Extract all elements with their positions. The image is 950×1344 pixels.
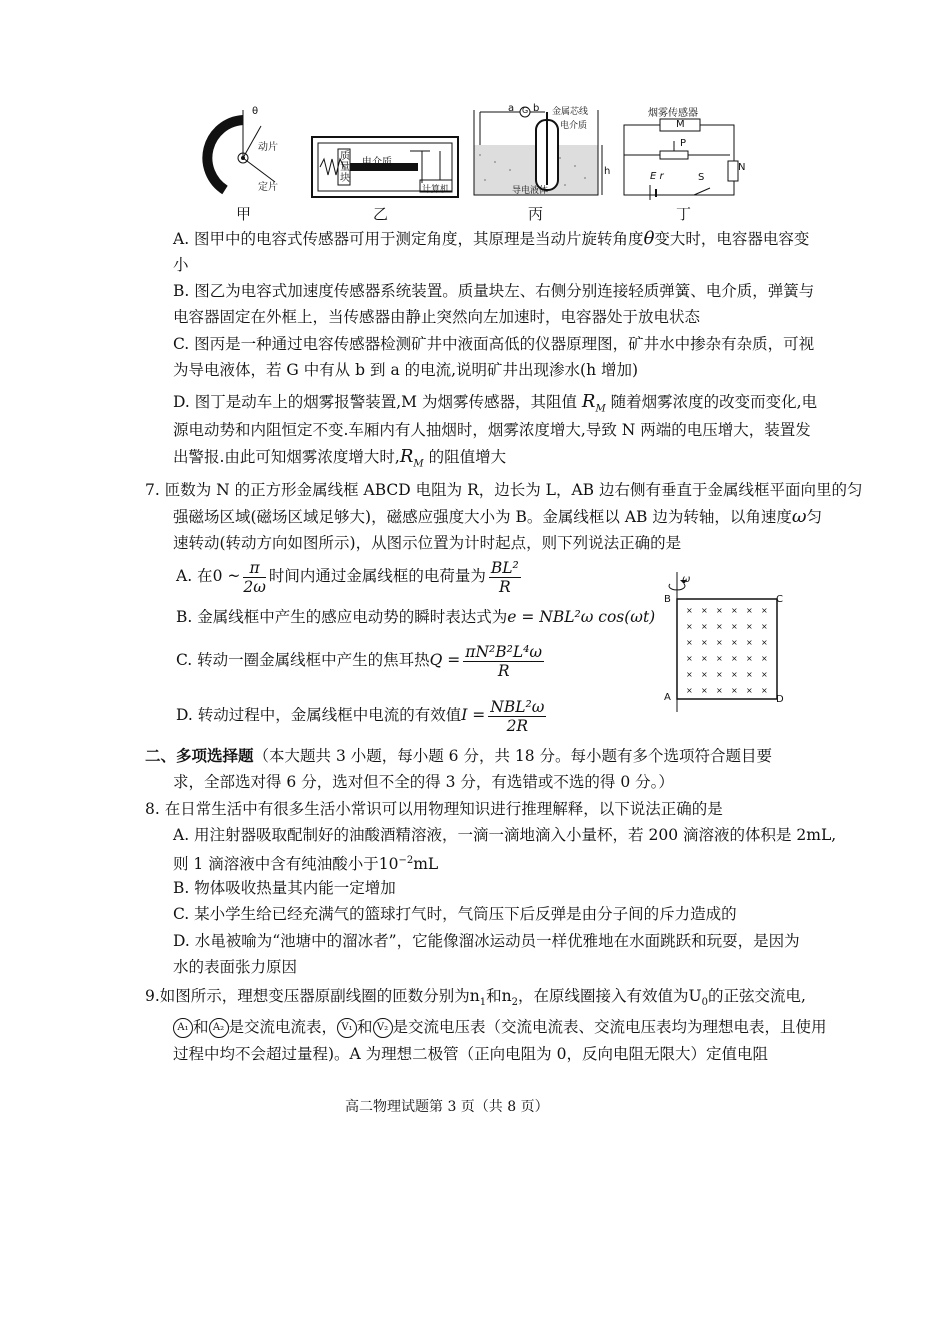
q7-figure-frame bbox=[660, 572, 790, 717]
q8-option-a: A. 用注射器吸取配制好的油酸酒精溶液，一滴一滴地滴入小量杯，若 200 滴溶液的体积是 2mL, bbox=[173, 826, 837, 844]
smoke-sensor-label: 烟雾传感器 bbox=[648, 108, 698, 119]
magnetic-field-mark: × bbox=[731, 670, 738, 679]
magnetic-field-mark: × bbox=[746, 654, 753, 663]
q9-stem-line1: 9.如图所示，理想变压器原副线圈的匝数分别为$n_1$和$n_2$，在原线圈接入有效值为$U_0$的正弦交流电, bbox=[145, 987, 806, 1009]
q7-option-d: D. 转动过程中，金属线框中电流的有效值I = $\frac{\text{NBL²ω}}{2R}$ bbox=[176, 697, 545, 735]
magnetic-field-mark: × bbox=[716, 686, 723, 695]
magnetic-field-mark: × bbox=[731, 638, 738, 647]
metal-core-label: 金属芯线 bbox=[552, 107, 589, 117]
magnetic-field-mark: × bbox=[716, 638, 723, 647]
q7-stem-line1: 7. 匝数为 N 的正方形金属线框 ABCD 电阻为 R，边长为 L，AB 边右侧有垂直于金属线框平面向里的匀 bbox=[145, 481, 863, 499]
magnetic-field-mark: × bbox=[731, 654, 738, 663]
q8-option-c: C. 某小学生给已经充满气的篮球打气时，气筒压下后反弹是由分子间的斥力造成的 bbox=[173, 905, 737, 923]
corner-c-label: C bbox=[776, 594, 783, 605]
q7-option-a: A. 在0 ~ $\frac{\pi}{2\omega}$ 时间内通过金属线框的电荷量为 $\frac{\text{BL²}}{R}$ bbox=[176, 558, 519, 596]
ammeter-a1-icon: A₁ bbox=[173, 1018, 193, 1038]
rheostat-p-label: P bbox=[680, 138, 687, 149]
emf-label: E r bbox=[650, 171, 664, 182]
q6-option-d-cont2: 出警报.由此可知烟雾浓度增大时$,R_M$ 的阻值增大 bbox=[173, 446, 507, 470]
conductive-liquid-label: 导电液体 bbox=[512, 186, 549, 196]
magnetic-field-mark: × bbox=[686, 686, 693, 695]
magnetic-field-mark: × bbox=[746, 638, 753, 647]
corner-b-label: B bbox=[664, 594, 671, 605]
ammeter-a2-icon: A₂ bbox=[209, 1018, 229, 1038]
mass-block-label: 质 量 块 bbox=[340, 151, 350, 184]
magnetic-field-mark: × bbox=[761, 654, 768, 663]
magnetic-field-mark: × bbox=[761, 670, 768, 679]
q8-stem: 8. 在日常生活中有很多生活小常识可以用物理知识进行推理解释，以下说法正确的是 bbox=[145, 800, 723, 818]
section2-heading: 二、多项选择题（本大题共 3 小题，每小题 6 分，共 18 分。每小题有多个选项符合题目要 bbox=[145, 747, 773, 765]
q7-stem-line3: 速转动(转动方向如图所示)，从图示位置为计时起点，则下列说法正确的是 bbox=[173, 534, 682, 552]
magnetic-field-mark: × bbox=[686, 606, 693, 615]
magnetic-field-mark: × bbox=[731, 606, 738, 615]
switch-s-label: S bbox=[698, 172, 705, 183]
q8-option-d: D. 水黾被喻为“池塘中的溜冰者”，它能像溜冰运动员一样优雅地在水面跳跃和玩耍，是因为 bbox=[173, 932, 800, 950]
q6-option-c: C. 图丙是一种通过电容传感器检测矿井中液面高低的仪器原理图，矿井水中掺杂有杂质，可视 bbox=[173, 335, 815, 353]
q8-option-a-cont: 则 1 滴溶液中含有纯油酸小于$10^{-2}mL$ bbox=[173, 855, 439, 874]
figure-bing-label: 丙 bbox=[528, 205, 544, 223]
magnetic-field-mark: × bbox=[716, 670, 723, 679]
magnetic-field-mark: × bbox=[716, 654, 723, 663]
figure-yi-label: 乙 bbox=[373, 205, 389, 223]
q7-option-b: B. 金属线框中产生的感应电动势的瞬时表达式为e = NBL²ω cos(ωt) bbox=[176, 608, 656, 626]
theta-label: θ bbox=[252, 106, 259, 117]
corner-a-label: A bbox=[664, 692, 671, 703]
magnetic-field-mark: × bbox=[701, 654, 708, 663]
magnetic-field-mark: × bbox=[731, 622, 738, 631]
bing-dielectric-label: 电介质 bbox=[560, 121, 588, 131]
magnetic-field-mark: × bbox=[731, 686, 738, 695]
magnetic-field-mark: × bbox=[686, 638, 693, 647]
dielectric-label: 电介质 bbox=[362, 157, 392, 168]
magnetic-field-mark: × bbox=[701, 606, 708, 615]
terminal-a-label: a bbox=[508, 103, 515, 114]
magnetic-field-mark: × bbox=[746, 670, 753, 679]
q9-stem-line2: A₁ 和 A₂ 是交流电流表， V₁ 和 V₂ 是交流电压表（交流电流表、交流电压表均为理想电表，且使用 bbox=[173, 1015, 827, 1039]
magnetic-field-mark: × bbox=[686, 622, 693, 631]
q7-option-c: C. 转动一圈金属线框中产生的焦耳热Q = $\frac{\text{πN²B²L⁴ω}}{R}$ bbox=[176, 642, 543, 680]
q6-option-a: A. 图甲中的电容式传感器可用于测定角度，其原理是当动片旋转角度θ变大时，电容器电容变 bbox=[173, 228, 810, 249]
magnetic-field-mark: × bbox=[686, 670, 693, 679]
computer-label: 计算机 bbox=[422, 185, 450, 195]
q6-option-c-cont: 为导电液体，若 G 中有从 b 到 a 的电流,说明矿井出现渗水(h 增加) bbox=[173, 361, 639, 379]
height-h-label: h bbox=[604, 166, 611, 177]
q6-option-d-cont: 源电动势和内阻恒定不变.车厢内有人抽烟时，烟雾浓度增大,导致 N 两端的电压增大，装置发 bbox=[173, 421, 811, 439]
magnetic-field-mark: × bbox=[761, 638, 768, 647]
magnetic-field-mark: × bbox=[701, 622, 708, 631]
magnetic-field-mark: × bbox=[716, 606, 723, 615]
magnetic-field-mark: × bbox=[701, 638, 708, 647]
magnetic-field-mark: × bbox=[746, 606, 753, 615]
magnetic-field-mark: × bbox=[746, 686, 753, 695]
magnetic-field-mark: × bbox=[701, 670, 708, 679]
voltmeter-v1-icon: V₁ bbox=[337, 1018, 357, 1038]
magnetic-field-mark: × bbox=[686, 654, 693, 663]
q6-option-b-cont: 电容器固定在外框上，当传感器由静止突然向左加速时，电容器处于放电状态 bbox=[173, 308, 701, 326]
corner-d-label: D bbox=[776, 694, 784, 705]
q6-option-b: B. 图乙为电容式加速度传感器系统装置。质量块左、右侧分别连接轻质弹簧、电介质，弹簧与 bbox=[173, 282, 815, 300]
magnetic-field-mark: × bbox=[746, 622, 753, 631]
q9-stem-line3: 过程中均不会超过量程)。A 为理想二极管（正向电阻为 0，反向电阻无限大）定值电阻 bbox=[173, 1045, 768, 1063]
figure-jia bbox=[195, 100, 295, 200]
terminal-b-label: b bbox=[533, 103, 540, 114]
resistor-n-label: N bbox=[738, 162, 746, 173]
magnetic-field-mark: × bbox=[716, 622, 723, 631]
magnetic-field-mark: × bbox=[761, 622, 768, 631]
page-footer: 高二物理试题第 3 页（共 8 页） bbox=[345, 1099, 549, 1115]
magnetic-field-mark: × bbox=[761, 606, 768, 615]
figure-ding-label: 丁 bbox=[676, 205, 692, 223]
q7-stem-line2: 强磁场区域(磁场区域足够大)，磁感应强度大小为 B。金属线框以 AB 边为转轴，以角速度ω匀 bbox=[173, 506, 823, 527]
magnetic-field-mark: × bbox=[761, 686, 768, 695]
fixed-plate-label: 定片 bbox=[258, 182, 278, 193]
q6-option-a-cont: 小 bbox=[173, 256, 189, 274]
magnetic-field-mark: × bbox=[701, 686, 708, 695]
q8-option-d-cont: 水的表面张力原因 bbox=[173, 958, 298, 976]
figure-jia-label: 甲 bbox=[236, 205, 252, 223]
q6-option-d: D. 图丁是动车上的烟雾报警装置,M 为烟雾传感器，其阻值 $R_M$ 随着烟雾浓度的改变而变化,电 bbox=[173, 391, 818, 415]
section2-note: 求，全部选对得 6 分，选对但不全的得 3 分，有选错或不选的得 0 分。） bbox=[173, 773, 674, 791]
moving-plate-label: 动片 bbox=[258, 142, 278, 153]
sensor-m-label: M bbox=[676, 119, 685, 130]
galvanometer-label: G bbox=[522, 106, 529, 115]
q8-option-b: B. 物体吸收热量其内能一定增加 bbox=[173, 879, 396, 897]
omega-label: ω bbox=[682, 574, 691, 585]
voltmeter-v2-icon: V₂ bbox=[373, 1018, 393, 1038]
